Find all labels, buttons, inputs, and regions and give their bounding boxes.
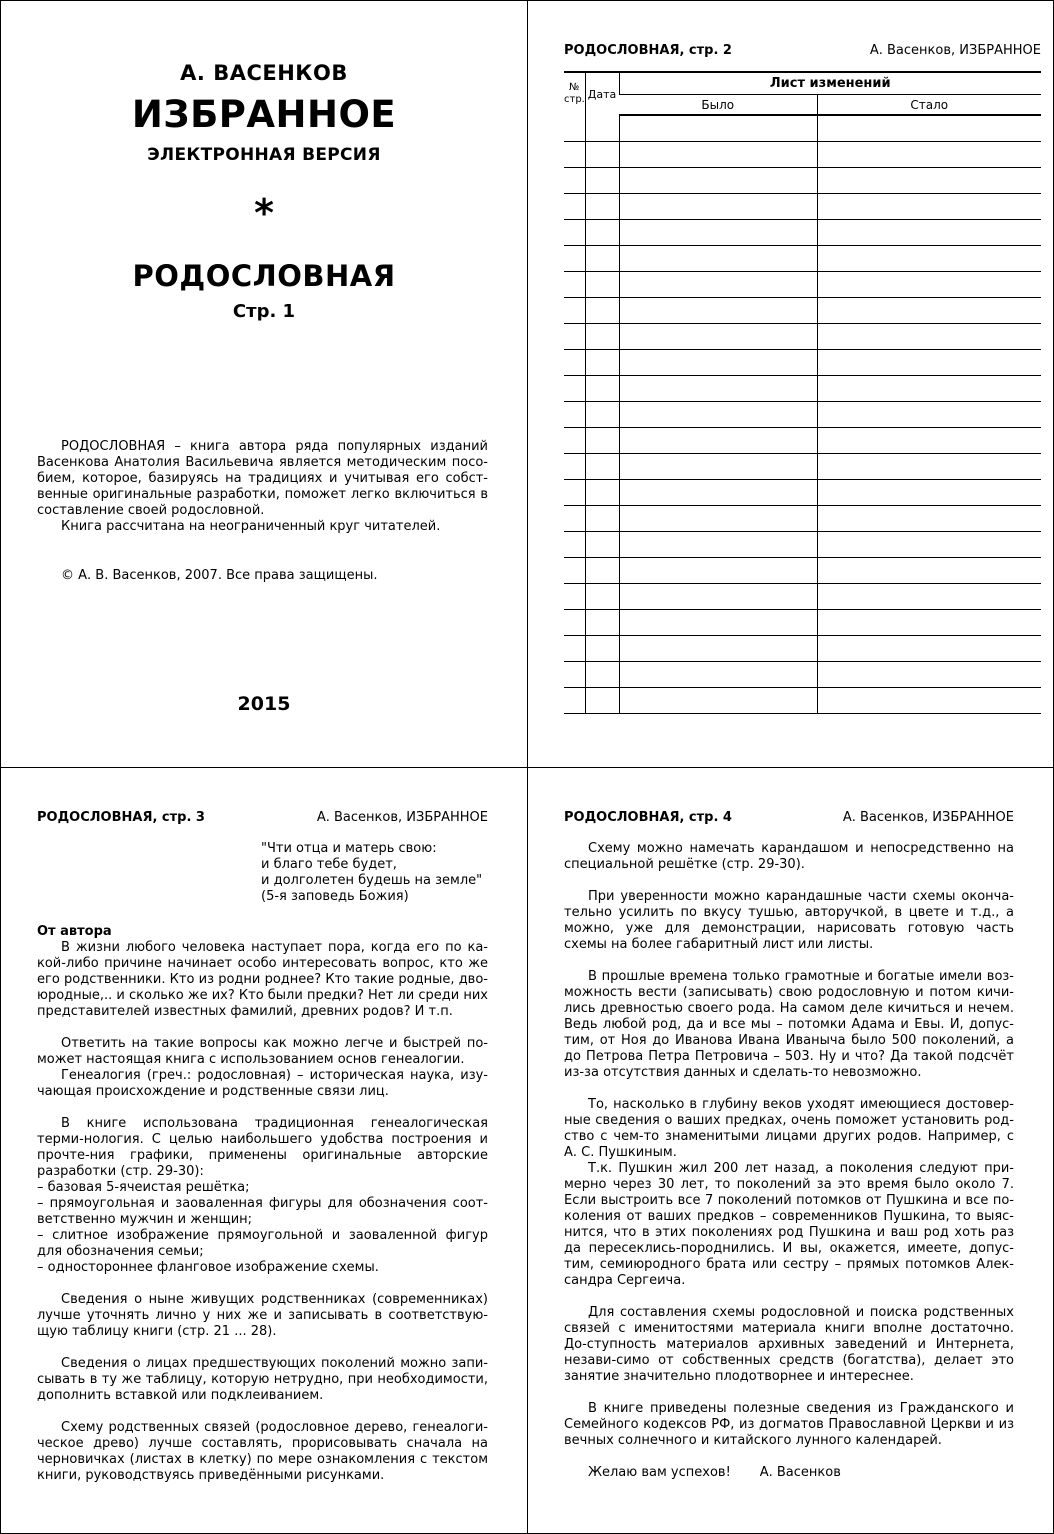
changes-cell [564,194,585,220]
text-page [527,767,1054,1534]
changes-cell [619,584,817,610]
changes-cell [585,142,619,168]
changes-page [527,0,1054,768]
changes-cell [817,220,1041,246]
changes-cell [619,324,817,350]
paragraph: Генеалогия (греч.: родословная) – историческая наука, изу-чающая происхождение и родственные связи лиц. [37,1068,488,1099]
changes-cell [817,558,1041,584]
changes-cell [619,480,817,506]
copyright-notice: © А. В. Васенков, 2007. Все права защищены. [61,568,378,583]
changes-row [564,376,1041,402]
changes-cell [564,688,585,714]
changes-table [564,71,1041,714]
changes-row [564,506,1041,532]
changes-cell [619,376,817,402]
list-item: – одностороннее фланговое изображение схемы. [37,1260,379,1275]
changes-cell [817,480,1041,506]
changes-cell [817,115,1041,142]
changes-row [564,115,1041,142]
changes-cell [619,610,817,636]
header-section: РОДОСЛОВНАЯ, стр. 4 [564,810,732,825]
changes-cell [585,662,619,688]
changes-cell [619,454,817,480]
changes-cell [817,194,1041,220]
changes-cell [585,298,619,324]
annotation-paragraph: РОДОСЛОВНАЯ – книга автора ряда популярных изданий Васенкова Анатолия Васильевича является методическим посо-бием, которое, базируясь на традициях и учитывая его собст-венные оригинальные разработки, поможет легко включиться в составление своей родословной. [37,439,488,518]
changes-cell [585,324,619,350]
changes-row [564,168,1041,194]
changes-cell [564,324,585,350]
changes-row [564,324,1041,350]
paragraph: В прошлые времена только грамотные и богатые имели воз-можность вести (записывать) свою родословную и потом кичи-лись древностью своего рода. На самом деле кичиться и нечем. Ведь любой род, да и все мы – потомки Адама и Евы. И, допус-тим, от Ноя до Иванова Ивана Иваныча было 500 поколений, а до Петрова Петра Петровича – 503. Ну и что? Да такой подсчёт из-за отсутствия данных и сделать-то невозможно. [564,969,1014,1080]
changes-cell [619,532,817,558]
paragraph: Ответить на такие вопросы как можно легче и быстрей по-может настоящая книга с использованием основ генеалогии. [37,1036,488,1067]
changes-cell [619,168,817,194]
changes-cell [564,558,585,584]
changes-row [564,246,1041,272]
changes-cell [817,610,1041,636]
changes-cell [817,402,1041,428]
changes-row [564,272,1041,298]
changes-cell [817,428,1041,454]
changes-cell [585,350,619,376]
changes-cell [817,246,1041,272]
list-item: – базовая 5-ячеистая решётка; [37,1180,250,1195]
changes-row [564,454,1041,480]
paragraph: В книге использована традиционная генеалогическая терми-нология. С целью наибольшего удобства построения и прочте-ния графики, применены оригинальные авторские разработки (стр. 29-30): [37,1116,488,1179]
changes-cell [619,558,817,584]
changes-cell [817,636,1041,662]
epigraph-line: и долголетен будешь на земле" [261,873,483,888]
changes-cell [585,506,619,532]
changes-cell [585,168,619,194]
changes-cell [585,220,619,246]
changes-cell [564,428,585,454]
changes-cell [817,272,1041,298]
header-section: РОДОСЛОВНАЯ, стр. 2 [564,43,732,58]
changes-cell [817,662,1041,688]
paragraph: При уверенности можно карандашные части схемы оконча-тельно усилить по вкусу тушью, авторучкой, в цвете и т.д., а можно, уже для демонстрации, нарисовать готовую часть схемы на более габаритный лист или листы. [564,889,1014,952]
changes-row [564,688,1041,714]
col-became: Стало [817,95,1041,116]
changes-cell [817,584,1041,610]
changes-cell [564,220,585,246]
changes-cell [564,662,585,688]
cover-page-label: Стр. 1 [232,301,296,322]
paragraph: Схему можно намечать карандашом и непосредственно на специальной решётке (стр. 29-30). [564,841,1014,872]
changes-cell [619,194,817,220]
changes-cell [564,454,585,480]
paragraph: Для составления схемы родословной и поиска родственных связей с именитостями материала книги вполне достаточно. До-ступность материалов архивных заведений и Интернета, незави-симо от собственных средств (богатства), делает это занятие значительно плодотворнее и интереснее. [564,1305,1014,1384]
changes-row [564,298,1041,324]
header-section: РОДОСЛОВНАЯ, стр. 3 [37,810,205,825]
changes-cell [619,142,817,168]
changes-cell [619,428,817,454]
epigraph-line: и благо тебе будет, [261,857,397,872]
changes-cell [619,115,817,142]
changes-cell [564,115,585,142]
header-author: А. Васенков, ИЗБРАННОЕ [316,810,488,825]
changes-sheet-title: Лист изменений [619,72,1041,95]
changes-rows [564,115,1041,714]
changes-cell [585,272,619,298]
author-name: А. ВАСЕНКОВ [180,61,348,85]
changes-cell [817,506,1041,532]
changes-cell [619,298,817,324]
changes-cell [619,350,817,376]
cover-page [0,0,528,768]
changes-row [564,636,1041,662]
changes-row [564,402,1041,428]
changes-cell [817,532,1041,558]
changes-row [564,220,1041,246]
changes-row [564,662,1041,688]
annotation-paragraph: Книга рассчитана на неограниченный круг читателей. [61,519,441,534]
changes-cell [817,688,1041,714]
changes-cell [817,298,1041,324]
edition-label: ЭЛЕКТРОННАЯ ВЕРСИЯ [147,145,381,165]
changes-cell [619,220,817,246]
changes-cell [585,584,619,610]
changes-cell [564,610,585,636]
paragraph: Схему родственных связей (родословное дерево, генеалоги-ческое древо) лучше составлять, прорисовывать сначала на черновичках (листах в клетку) по мере ознакомления с текстом книги, руководствуясь приведёнными рисунками. [37,1420,488,1483]
changes-cell [564,480,585,506]
changes-cell [619,402,817,428]
changes-cell [619,246,817,272]
col-was: Было [619,95,817,116]
epigraph [261,841,488,905]
header-author: А. Васенков, ИЗБРАННОЕ [842,810,1014,825]
annotation [37,439,488,535]
paragraph: Сведения о ныне живущих родственниках (современниках) лучше уточнять лично у них же и записывать в соответствую-щую таблицу книги (стр. 21 ... 28). [37,1292,488,1339]
changes-cell [564,376,585,402]
changes-cell [585,428,619,454]
changes-cell [564,506,585,532]
preface-heading: От автора [37,924,112,939]
changes-row [564,194,1041,220]
changes-cell [564,142,585,168]
changes-cell [564,298,585,324]
header-author: А. Васенков, ИЗБРАННОЕ [869,43,1041,58]
changes-row [564,610,1041,636]
changes-cell [564,402,585,428]
col-date: Дата [585,72,619,115]
list-item: – слитное изображение прямоугольной и заовaленной фигур для обозначения семьи; [37,1228,488,1259]
changes-cell [585,194,619,220]
paragraph: Т.к. Пушкин жил 200 лет назад, а поколения следуют при-мерно через 30 лет, то поколений за это время было около 7. Если выстроить все 7 поколений потомков от Пушкина и все по-коления от ваших предков – современников Пушкина, то выяс-нится, что в этих поколениях род Пушкина и ваш род хоть раз да пересеклись-породнились. И вы, окажется, имеете, допус-тим, семиюродного брата или сестру – прямых потомков Алек-сандра Сергеича. [564,1161,1014,1288]
page-body [37,841,488,1484]
changes-cell [585,454,619,480]
changes-cell [817,376,1041,402]
changes-cell [817,324,1041,350]
publication-year: 2015 [237,693,291,715]
changes-cell [619,662,817,688]
changes-row [564,532,1041,558]
paragraph: То, насколько в глубину веков уходят имеющиеся достовер-ные сведения о ваших предках, очень поможет установить род-ство с чем-то знаменитыми лицами других родов. Например, с А. С. Пушкиным. [564,1097,1014,1160]
changes-cell [564,532,585,558]
changes-cell [817,350,1041,376]
changes-cell [564,272,585,298]
asterisk-divider: * [254,191,274,235]
changes-cell [817,142,1041,168]
changes-cell [619,272,817,298]
epigraph-source: (5-я заповедь Божия) [261,889,409,904]
closing-signature: Желаю вам успехов! А. Васенков [588,1465,841,1480]
page-body [564,841,1014,1481]
paragraph: Сведения о лицах предшествующих поколений можно запи-сывать в ту же таблицу, которую нетрудно, при необходимости, дополнить вставкой или подклеиванием. [37,1356,488,1403]
changes-cell [619,506,817,532]
changes-cell [585,246,619,272]
changes-cell [585,480,619,506]
changes-cell [817,168,1041,194]
changes-cell [585,115,619,142]
changes-cell [585,636,619,662]
changes-cell [585,376,619,402]
changes-cell [585,558,619,584]
paragraph: В книге приведены полезные сведения из Гражданского и Семейного кодексов РФ, из догматов Православной Церкви и из вечных солнечного и китайского лунного календарей. [564,1401,1014,1448]
changes-cell [564,636,585,662]
epigraph-line: "Чти отца и матерь свою: [261,841,437,856]
changes-cell [564,246,585,272]
changes-cell [619,688,817,714]
changes-cell [564,584,585,610]
list-item: – прямоугольная и заовaленная фигуры для обозначения соот-ветственно мужчин и женщин; [37,1196,488,1227]
book-title: ИЗБРАННОЕ [131,93,397,136]
changes-cell [585,402,619,428]
paragraph: В жизни любого человека наступает пора, когда его по ка-кой-либо причине начинает особо интересовать вопрос, кто же его родственники. Кто из родни роднее? Кто такие родные, дво-юродные,.. и сколько же их? Кто были предки? Нет ли среди них представителей известных фамилий, древних родов? И т.п. [37,940,488,1019]
changes-row [564,428,1041,454]
col-page-number: № стр. [564,72,585,115]
changes-row [564,350,1041,376]
changes-row [564,584,1041,610]
changes-cell [619,636,817,662]
changes-cell [585,532,619,558]
changes-cell [564,168,585,194]
changes-cell [585,688,619,714]
changes-row [564,142,1041,168]
changes-cell [564,350,585,376]
changes-row [564,558,1041,584]
changes-cell [585,610,619,636]
preface-page [0,767,528,1534]
changes-row [564,480,1041,506]
section-title: РОДОСЛОВНАЯ [132,259,396,293]
changes-cell [817,454,1041,480]
